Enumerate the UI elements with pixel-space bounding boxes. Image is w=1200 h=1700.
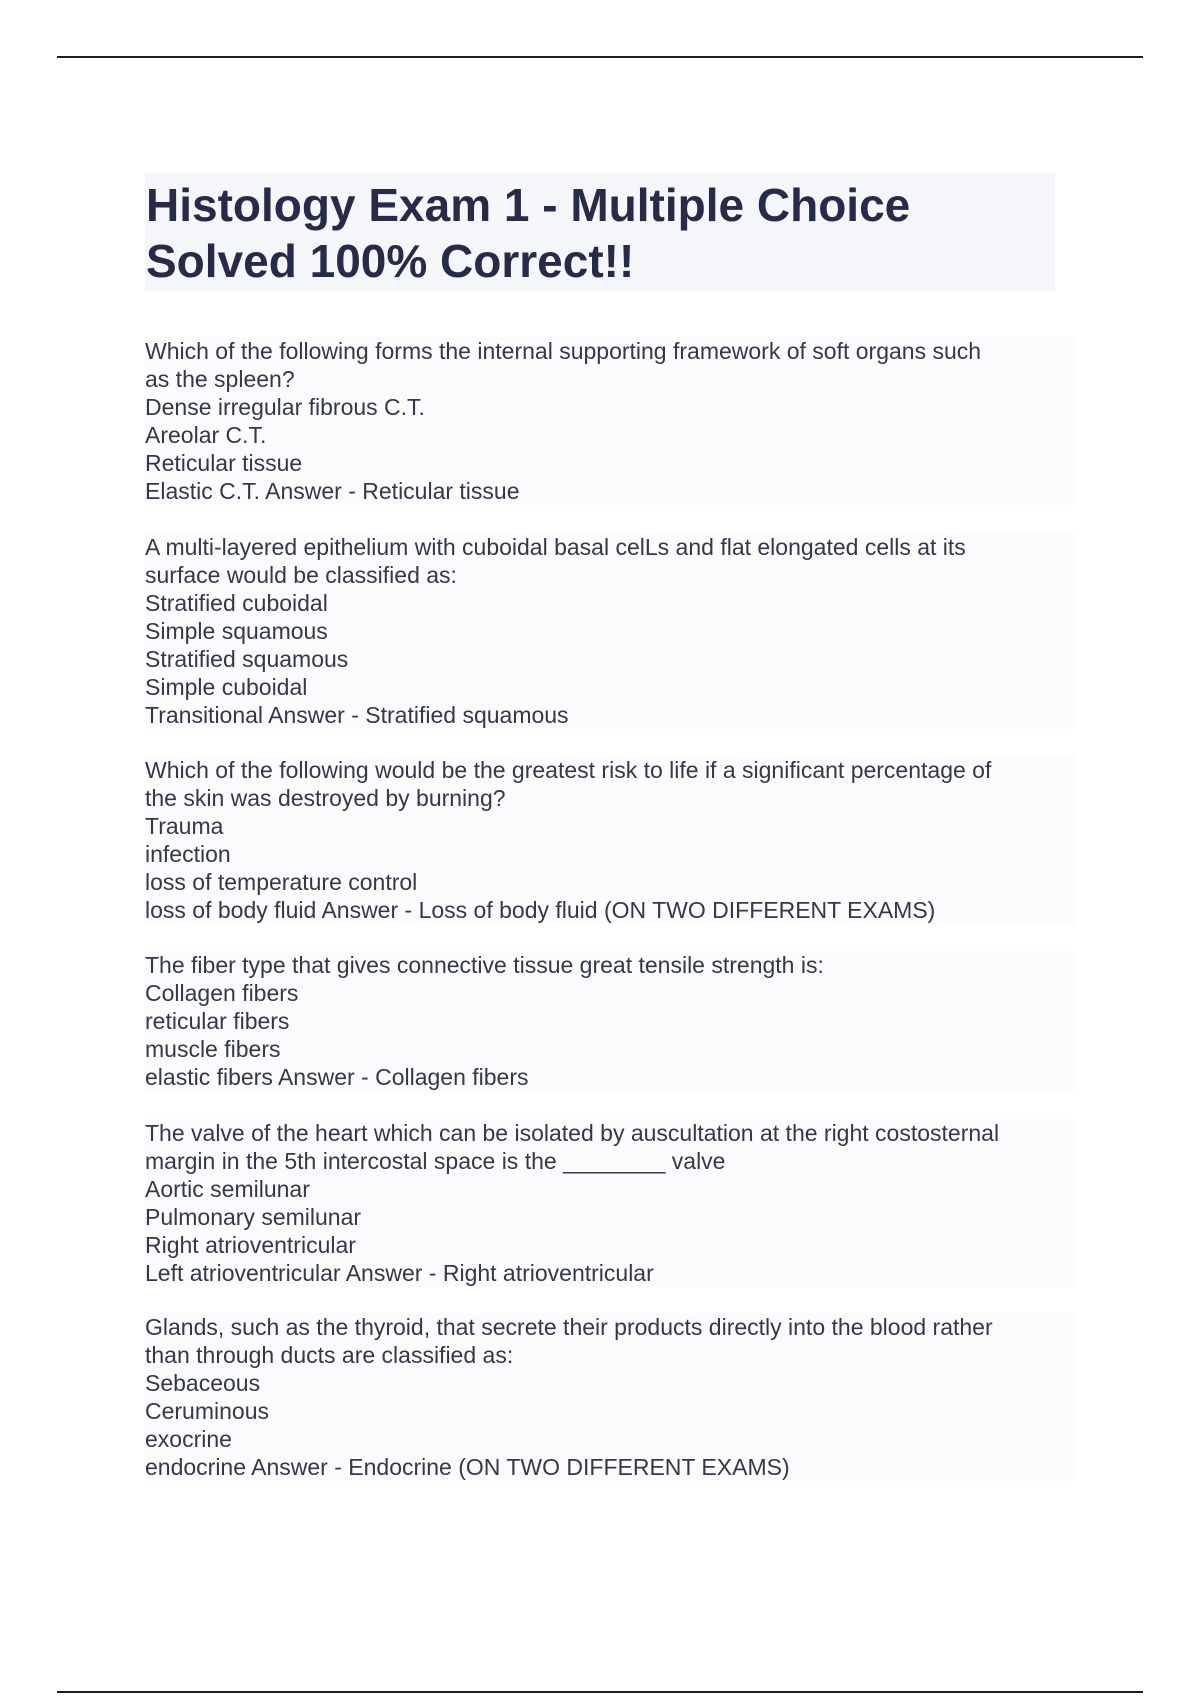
question-block-3 <box>145 756 1075 924</box>
question-text: The fiber type that gives connective tissue great tensile strength is: <box>145 952 824 978</box>
answer-option: Right atrioventricular <box>145 1232 356 1258</box>
answer-option: Stratified cuboidal <box>145 590 328 616</box>
answer-option: muscle fibers <box>145 1036 281 1062</box>
answer-option: Stratified squamous <box>145 646 349 672</box>
answer-option: exocrine <box>145 1426 232 1452</box>
answer-option: Simple cuboidal <box>145 674 308 700</box>
answer-option: Trauma <box>145 813 224 839</box>
answer-option: Elastic C.T. Answer - Reticular tissue <box>145 478 520 504</box>
question-block-5 <box>145 1119 1075 1287</box>
answer-option: loss of body fluid Answer - Loss of body fluid (ON TWO DIFFERENT EXAMS) <box>145 897 936 923</box>
question-text: Which of the following would be the greatest risk to life if a significant percentage of <box>145 757 992 783</box>
question-text: A multi-layered epithelium with cuboidal basal celLs and flat elongated cells at its <box>145 534 966 560</box>
answer-option: elastic fibers Answer - Collagen fibers <box>145 1064 529 1090</box>
question-text: The valve of the heart which can be isolated by auscultation at the right costosternal <box>145 1120 1000 1146</box>
bottom-rule <box>57 1691 1143 1693</box>
answer-option: loss of temperature control <box>145 869 418 895</box>
title-line: Solved 100% Correct!! <box>146 235 635 287</box>
answer-option: Aortic semilunar <box>145 1176 310 1202</box>
answer-option: infection <box>145 841 231 867</box>
question-block-6 <box>145 1313 1075 1481</box>
answer-option: Pulmonary semilunar <box>145 1204 362 1230</box>
answer-option: Dense irregular fibrous C.T. <box>145 394 425 420</box>
answer-option: Transitional Answer - Stratified squamous <box>145 702 569 728</box>
answer-option: Reticular tissue <box>145 450 303 476</box>
question-block-2 <box>145 533 1075 729</box>
question-text: Which of the following forms the internal supporting framework of soft organs such <box>145 338 982 364</box>
question-block-1 <box>145 337 1075 505</box>
answer-option: Ceruminous <box>145 1398 269 1424</box>
top-rule <box>57 56 1143 58</box>
question-text: margin in the 5th intercostal space is the ________ valve <box>145 1148 726 1174</box>
answer-option: Simple squamous <box>145 618 328 644</box>
answer-option: Areolar C.T. <box>145 422 267 448</box>
question-text: surface would be classified as: <box>145 562 457 588</box>
question-text: than through ducts are classified as: <box>145 1342 514 1368</box>
question-text: as the spleen? <box>145 366 295 392</box>
answer-option: reticular fibers <box>145 1008 290 1034</box>
question-block-4 <box>145 951 1075 1091</box>
question-text: Glands, such as the thyroid, that secrete their products directly into the blood rather <box>145 1314 993 1340</box>
answer-option: endocrine Answer - Endocrine (ON TWO DIFFERENT EXAMS) <box>145 1454 790 1480</box>
question-text: the skin was destroyed by burning? <box>145 785 506 811</box>
document-title <box>145 173 1055 291</box>
answer-option: Collagen fibers <box>145 980 299 1006</box>
answer-option: Left atrioventricular Answer - Right atrioventricular <box>145 1260 654 1286</box>
answer-option: Sebaceous <box>145 1370 261 1396</box>
title-line: Histology Exam 1 - Multiple Choice <box>146 179 911 231</box>
